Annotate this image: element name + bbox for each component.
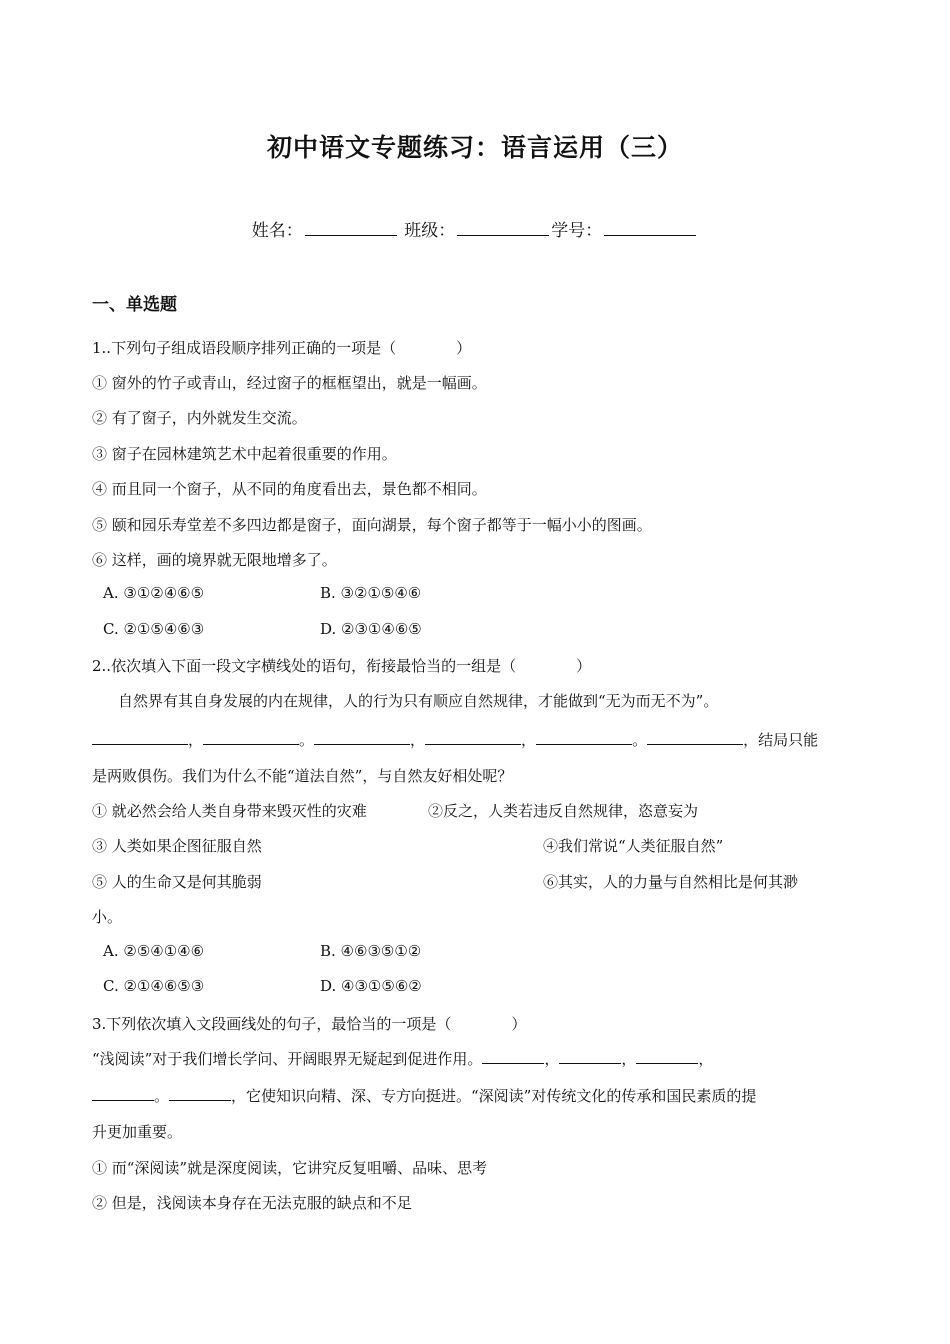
punctuation: ， bbox=[521, 731, 537, 749]
q2-passage-line-3: 是两败俱伤。我们为什么不能“道法自然”，与自然友好相处呢？ bbox=[92, 767, 513, 785]
punctuation: 。 bbox=[632, 731, 648, 749]
fill-blank[interactable] bbox=[169, 1086, 231, 1101]
q2-item: ④我们常说“人类征服自然” bbox=[543, 837, 724, 855]
q3-item: ① 而“深阅读”就是深度阅读，它讲究反复咀嚼、品味、思考 bbox=[92, 1159, 488, 1177]
student-info-line bbox=[0, 216, 950, 241]
q1-option-a[interactable]: A. ③①②④⑥⑤ bbox=[103, 584, 205, 602]
fill-blank[interactable] bbox=[314, 730, 410, 745]
punctuation: ， bbox=[410, 731, 426, 749]
q1-option-d[interactable]: D. ②③①④⑥⑤ bbox=[320, 620, 422, 638]
q2-item: ②反之，人类若违反自然规律，恣意妄为 bbox=[428, 802, 699, 820]
name-label: 姓名： bbox=[251, 221, 303, 241]
punctuation: ， bbox=[621, 1050, 637, 1068]
q2-item: ③ 人类如果企图征服自然 bbox=[92, 837, 262, 855]
q2-item: ⑤ 人的生命又是何其脆弱 bbox=[92, 873, 262, 891]
q3-item: ② 但是，浅阅读本身存在无法克服的缺点和不足 bbox=[92, 1194, 412, 1212]
q3-passage-line-1 bbox=[92, 1048, 713, 1069]
q2-option-d[interactable]: D. ④③①⑤⑥② bbox=[320, 977, 422, 995]
q1-item: ⑤ 颐和园乐寿堂差不多四边都是窗子，面向湖景，每个窗子都等于一幅小小的图画。 bbox=[92, 516, 652, 534]
id-label: 学号： bbox=[551, 221, 603, 241]
q2-item-continuation: 小。 bbox=[92, 908, 123, 926]
punctuation: ， bbox=[188, 731, 204, 749]
page-title: 初中语文专题练习：语言运用（三） bbox=[266, 133, 683, 162]
section-heading: 一、单选题 bbox=[92, 295, 177, 315]
q3-passage-line-3: 升更加重要。 bbox=[92, 1123, 183, 1141]
q1-item: ⑥ 这样，画的境界就无限地增多了。 bbox=[92, 551, 337, 569]
q2-option-c[interactable]: C. ②①④⑥⑤③ bbox=[103, 977, 205, 995]
q2-passage-line-1: 自然界有其自身发展的内在规律，人的行为只有顺应自然规律，才能做到“无为而无不为”。 bbox=[118, 692, 719, 710]
fill-blank[interactable] bbox=[425, 730, 521, 745]
q1-item: ④ 而且同一个窗子，从不同的角度看出去，景色都不相同。 bbox=[92, 480, 487, 498]
punctuation: 。 bbox=[154, 1087, 170, 1105]
name-blank[interactable] bbox=[305, 221, 397, 236]
q2-option-b[interactable]: B. ④⑥③⑤①② bbox=[320, 942, 422, 960]
fill-blank[interactable] bbox=[559, 1049, 621, 1064]
fill-blank[interactable] bbox=[92, 1086, 154, 1101]
punctuation: ， bbox=[544, 1050, 560, 1068]
fill-blank[interactable] bbox=[636, 1049, 698, 1064]
fill-blank[interactable] bbox=[482, 1049, 544, 1064]
q3-passage-line-2 bbox=[92, 1085, 756, 1106]
q2-passage-line-2 bbox=[92, 729, 818, 750]
punctuation: 。 bbox=[299, 731, 315, 749]
q1-option-c[interactable]: C. ②①⑤④⑥③ bbox=[103, 620, 205, 638]
class-label: 班级： bbox=[404, 221, 456, 241]
fill-blank[interactable] bbox=[92, 730, 188, 745]
q1-item: ③ 窗子在园林建筑艺术中起着很重要的作用。 bbox=[92, 445, 397, 463]
passage-text: “浅阅读”对于我们增长学问、开阔眼界无疑起到促进作用。 bbox=[92, 1050, 483, 1068]
q1-item: ① 窗外的竹子或青山，经过窗子的框框望出，就是一幅画。 bbox=[92, 374, 487, 392]
fill-blank[interactable] bbox=[647, 730, 743, 745]
q2-item: ⑥其实，人的力量与自然相比是何其渺 bbox=[543, 873, 799, 891]
q1-item: ② 有了窗子，内外就发生交流。 bbox=[92, 409, 307, 427]
fill-blank[interactable] bbox=[536, 730, 632, 745]
class-blank[interactable] bbox=[457, 221, 549, 236]
id-blank[interactable] bbox=[604, 221, 696, 236]
punctuation: ， bbox=[698, 1050, 714, 1068]
passage-text: ，它使知识向精、深、专方向挺进。“深阅读”对传统文化的传承和国民素质的提 bbox=[231, 1087, 757, 1105]
question-1-stem: 1..下列句子组成语段顺序排列正确的一项是（ ） bbox=[92, 339, 472, 357]
q2-item: ① 就必然会给人类自身带来毁灭性的灾难 bbox=[92, 802, 367, 820]
question-3-stem: 3.下列依次填入文段画线处的句子，最恰当的一项是（ ） bbox=[92, 1015, 527, 1033]
q1-option-b[interactable]: B. ③②①⑤④⑥ bbox=[320, 584, 422, 602]
fill-blank[interactable] bbox=[203, 730, 299, 745]
passage-text: ，结局只能 bbox=[743, 731, 819, 749]
q2-option-a[interactable]: A. ②⑤④①④⑥ bbox=[103, 942, 205, 960]
question-2-stem: 2..依次填入下面一段文字横线处的语句，衔接最恰当的一组是（ ） bbox=[92, 657, 592, 675]
